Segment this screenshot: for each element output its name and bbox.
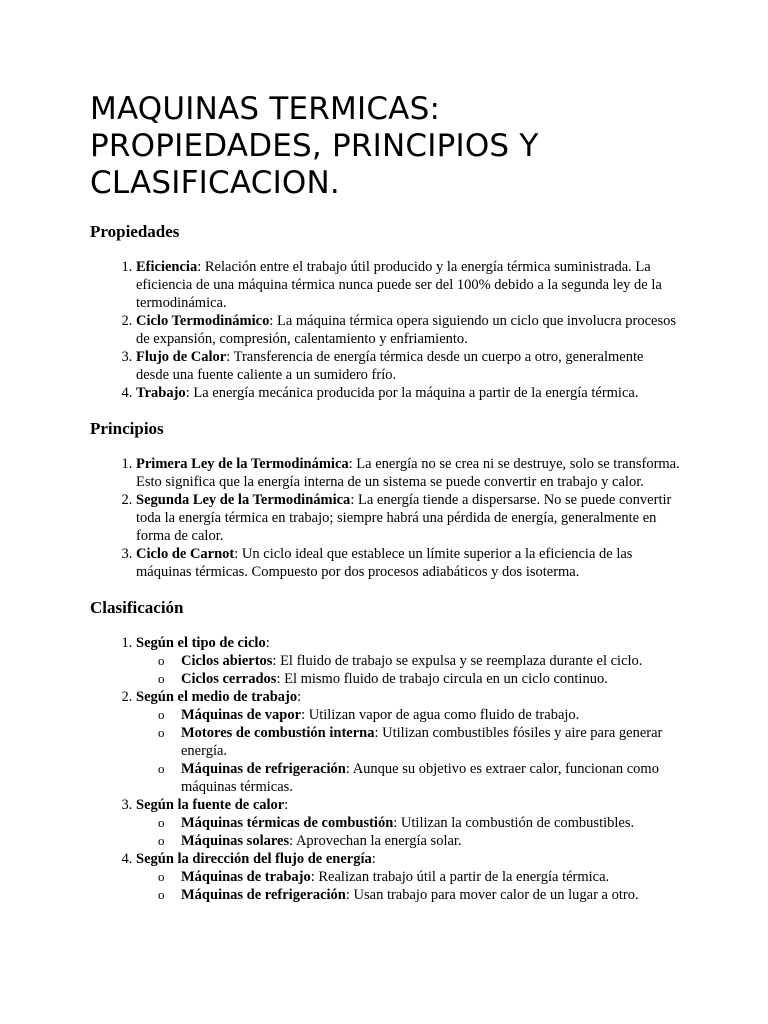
item-text: : Transferencia de energía térmica desde un cuerpo a otro, generalmente desde una fuente caliente a un sumidero frío. (136, 349, 644, 383)
item-text: : Realizan trabajo útil a partir de la energía térmica. (310, 869, 610, 885)
group-text: : (284, 797, 289, 813)
list-item (136, 258, 680, 312)
item-text: : Aprovechan la energía solar. (289, 833, 462, 849)
item-term: Motores de combustión interna (181, 725, 375, 741)
item-term: Ciclo de Carnot (136, 546, 235, 562)
item-term: Máquinas de trabajo (181, 869, 311, 885)
section-heading-propiedades: Propiedades (90, 222, 180, 241)
item-text: : El mismo fluido de trabajo circula en un ciclo continuo. (276, 671, 608, 687)
bullet-icon: o (158, 653, 165, 668)
list-item (136, 491, 680, 545)
bullet-icon: o (158, 671, 165, 686)
item-term: Máquinas térmicas de combustión (181, 815, 394, 831)
bullet-icon: o (158, 887, 165, 902)
item-text: : La energía mecánica producida por la máquina a partir de la energía térmica. (185, 385, 639, 401)
group-term: Según el tipo de ciclo (136, 635, 266, 651)
list-item (136, 634, 680, 688)
list-item (136, 455, 680, 491)
group-term: Según la fuente de calor (136, 797, 285, 813)
section-heading-principios: Principios (90, 419, 164, 438)
group-term: Según la dirección del flujo de energía (136, 851, 372, 867)
item-term: Segunda Ley de la Termodinámica (136, 492, 351, 508)
item-text: : Relación entre el trabajo útil producido y la energía térmica suministrada. La eficiencia de una máquina térmica nunca puede ser del 100% debido a la segunda ley de la termodinámica. (136, 259, 662, 311)
sub-list (136, 868, 680, 904)
sub-list-item (158, 670, 680, 688)
sub-list-item (158, 706, 680, 724)
item-text: : Un ciclo ideal que establece un límite superior a la eficiencia de las máquinas térmicas. Compuesto por dos procesos adiabáticos y dos isoterma. (136, 546, 633, 580)
item-text: : La energía tiende a dispersarse. No se puede convertir toda la energía térmica en trabajo; siempre habrá una pérdida de energía, generalmente en forma de calor. (136, 492, 672, 544)
group-term: Según el medio de trabajo (136, 689, 298, 705)
item-term: Máquinas de refrigeración (181, 761, 346, 777)
list-item (136, 312, 680, 348)
item-text: : Utilizan la combustión de combustibles. (393, 815, 635, 831)
page-title: MAQUINAS TERMICAS: PROPIEDADES, PRINCIPIOS Y CLASIFICACION. (90, 91, 539, 201)
document-page (90, 91, 680, 921)
item-text: : Utilizan vapor de agua como fluido de trabajo. (301, 707, 580, 723)
group-text: : (297, 689, 302, 705)
item-term: Ciclos abiertos (181, 653, 273, 669)
item-term: Máquinas de refrigeración (181, 887, 346, 903)
bullet-icon: o (158, 761, 165, 776)
clasificacion-list (90, 634, 680, 904)
sub-list-item (158, 832, 680, 850)
bullet-icon: o (158, 815, 165, 830)
bullet-icon: o (158, 833, 165, 848)
group-text: : (371, 851, 376, 867)
sub-list-item (158, 868, 680, 886)
group-text: : (265, 635, 270, 651)
sub-list-item (158, 760, 680, 796)
item-term: Ciclos cerrados (181, 671, 277, 687)
item-term: Eficiencia (136, 259, 198, 275)
sub-list-item (158, 652, 680, 670)
list-item (136, 348, 680, 384)
list-item (136, 545, 680, 581)
section-heading-clasificacion: Clasificación (90, 598, 184, 617)
list-item (136, 688, 680, 796)
item-text: : Usan trabajo para mover calor de un lugar a otro. (345, 887, 639, 903)
list-item (136, 796, 680, 850)
bullet-icon: o (158, 869, 165, 884)
item-text: : La energía no se crea ni se destruye, solo se transforma. Esto significa que la energía interna de un sistema se puede convertir en trabajo y calor. (136, 456, 680, 490)
item-term: Primera Ley de la Termodinámica (136, 456, 349, 472)
bullet-icon: o (158, 707, 165, 722)
sub-list (136, 706, 680, 796)
sub-list-item (158, 724, 680, 760)
item-text: : Utilizan combustibles fósiles y aire para generar energía. (181, 725, 663, 759)
item-term: Máquinas de vapor (181, 707, 302, 723)
sub-list (136, 814, 680, 850)
sub-list (136, 652, 680, 688)
item-term: Máquinas solares (181, 833, 290, 849)
item-term: Trabajo (136, 385, 186, 401)
item-text: : El fluido de trabajo se expulsa y se reemplaza durante el ciclo. (272, 653, 643, 669)
bullet-icon: o (158, 725, 165, 740)
sub-list-item (158, 886, 680, 904)
item-text: : Aunque su objetivo es extraer calor, funcionan como máquinas térmicas. (181, 761, 659, 795)
list-item (136, 384, 680, 402)
item-term: Flujo de Calor (136, 349, 227, 365)
item-text: : La máquina térmica opera siguiendo un ciclo que involucra procesos de expansión, compresión, calentamiento y enfriamiento. (136, 313, 676, 347)
item-term: Ciclo Termodinámico (136, 313, 270, 329)
list-item (136, 850, 680, 904)
sub-list-item (158, 814, 680, 832)
principios-list (90, 455, 680, 581)
propiedades-list (90, 258, 680, 402)
